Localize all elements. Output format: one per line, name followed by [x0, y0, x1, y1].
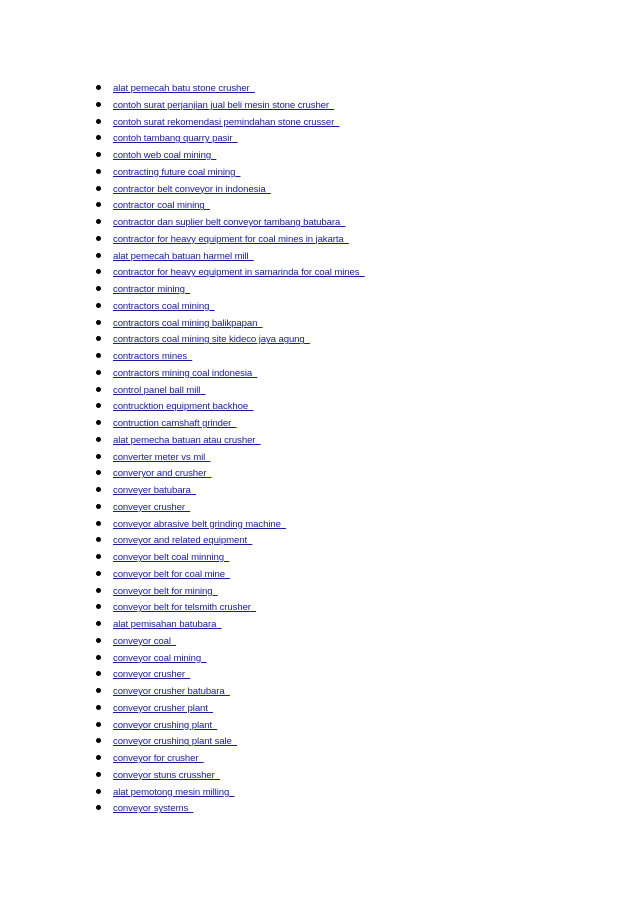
- bullet-icon: [96, 688, 101, 693]
- list-link[interactable]: converter meter vs mil: [113, 451, 206, 463]
- bullet-icon: [96, 521, 101, 526]
- list-item: [96, 649, 616, 666]
- list-item: [96, 431, 616, 448]
- list-link[interactable]: contractor mining: [113, 284, 185, 295]
- list-link[interactable]: conveyor for crusher: [113, 753, 199, 764]
- bullet-icon: [96, 621, 101, 626]
- bullet-icon: [96, 387, 101, 392]
- list-link[interactable]: contractors coal mining balikpapan: [113, 317, 258, 329]
- list-link[interactable]: alat pemisahan batubara: [113, 619, 217, 630]
- list-item: [96, 632, 616, 649]
- bullet-icon: [96, 638, 101, 643]
- bullet-icon: [96, 370, 101, 375]
- list-link[interactable]: control panel ball mill: [113, 384, 201, 396]
- bullet-icon: [96, 738, 101, 743]
- list-item: [96, 213, 616, 230]
- list-item: [96, 381, 616, 398]
- list-link[interactable]: alat pemecah batu stone crusher: [113, 83, 250, 94]
- list-link[interactable]: contractor for heavy equipment for coal mines in jakarta: [113, 233, 344, 245]
- bullet-icon: [96, 102, 101, 107]
- list-link[interactable]: conveyor abrasive belt grinding machine: [113, 518, 281, 530]
- bullet-icon: [96, 537, 101, 542]
- bullet-icon: [96, 554, 101, 559]
- list-item: [96, 180, 616, 197]
- bullet-icon: [96, 169, 101, 174]
- list-link[interactable]: contrucktion equipment backhoe: [113, 401, 249, 413]
- list-link[interactable]: contracting future coal mining: [113, 166, 236, 178]
- list-item: [96, 263, 616, 280]
- list-item: [96, 79, 616, 96]
- list-item: [96, 783, 616, 800]
- list-item: [96, 196, 616, 213]
- bullet-icon: [96, 705, 101, 710]
- list-link[interactable]: conveyor crushing plant sale: [113, 736, 232, 748]
- list-item: [96, 515, 616, 532]
- list-item: [96, 716, 616, 733]
- list-item: [96, 615, 616, 632]
- list-item: [96, 247, 616, 264]
- bullet-icon: [96, 219, 101, 224]
- bullet-icon: [96, 805, 101, 810]
- list-link[interactable]: contractor belt conveyor in indonesia: [113, 183, 266, 195]
- list-link[interactable]: conveyor systems: [113, 803, 189, 815]
- list-link[interactable]: conveyor and related equipment: [113, 535, 248, 547]
- list-link[interactable]: contoh surat rekomendasi pemindahan stone crusser: [113, 116, 335, 128]
- list-link[interactable]: conveyer batubara: [113, 485, 191, 496]
- list-item: [96, 230, 616, 247]
- bullet-icon: [96, 353, 101, 358]
- list-item: [96, 531, 616, 548]
- list-item: [96, 397, 616, 414]
- bullet-icon: [96, 789, 101, 794]
- bullet-icon: [96, 454, 101, 459]
- list-link[interactable]: conveyor belt for telsmith crusher: [113, 602, 251, 614]
- list-link[interactable]: conveyor belt for mining: [113, 585, 213, 597]
- list-item: [96, 330, 616, 347]
- list-link[interactable]: conveyor stuns crussher: [113, 769, 215, 781]
- bullet-icon: [96, 722, 101, 727]
- list-link[interactable]: contractor for heavy equipment in samarinda for coal mines: [113, 267, 360, 279]
- bullet-icon: [96, 202, 101, 207]
- list-item: [96, 565, 616, 582]
- list-item: [96, 766, 616, 783]
- link-list: [96, 79, 616, 816]
- list-item: [96, 364, 616, 381]
- bullet-icon: [96, 437, 101, 442]
- list-item: [96, 280, 616, 297]
- bullet-icon: [96, 152, 101, 157]
- bullet-icon: [96, 135, 101, 140]
- list-link[interactable]: conveyor coal: [113, 635, 171, 647]
- list-item: [96, 414, 616, 431]
- bullet-icon: [96, 286, 101, 291]
- list-link[interactable]: contoh tambang quarry pasir: [113, 133, 233, 145]
- list-item: [96, 682, 616, 699]
- bullet-icon: [96, 604, 101, 609]
- bullet-icon: [96, 236, 101, 241]
- list-link[interactable]: conveyor crushing plant: [113, 719, 213, 731]
- list-link[interactable]: conveyor belt for coal mine: [113, 568, 225, 580]
- bullet-icon: [96, 403, 101, 408]
- list-item: [96, 96, 616, 113]
- list-item: [96, 799, 616, 816]
- list-link[interactable]: contractors mines: [113, 351, 188, 362]
- list-item: [96, 297, 616, 314]
- list-link[interactable]: converyor and crusher: [113, 468, 207, 480]
- list-item: [96, 163, 616, 180]
- bullet-icon: [96, 671, 101, 676]
- bullet-icon: [96, 772, 101, 777]
- bullet-icon: [96, 504, 101, 509]
- list-item: [96, 598, 616, 615]
- list-item: [96, 548, 616, 565]
- list-item: [96, 464, 616, 481]
- bullet-icon: [96, 303, 101, 308]
- list-item: [96, 582, 616, 599]
- list-link[interactable]: conveyor crusher: [113, 669, 185, 681]
- list-link[interactable]: conveyor coal mining: [113, 652, 202, 664]
- list-item: [96, 498, 616, 515]
- list-link[interactable]: contractors coal mining: [113, 300, 210, 312]
- bullet-icon: [96, 320, 101, 325]
- list-item: [96, 481, 616, 498]
- bullet-icon: [96, 588, 101, 593]
- list-item: [96, 749, 616, 766]
- list-item: [96, 314, 616, 331]
- list-link[interactable]: contoh web coal mining: [113, 150, 212, 161]
- bullet-icon: [96, 119, 101, 124]
- list-link[interactable]: alat pemecah batuan harmel mill: [113, 250, 249, 262]
- list-link[interactable]: contractors coal mining site kideco jaya agung: [113, 334, 305, 346]
- list-item: [96, 347, 616, 364]
- list-item: [96, 699, 616, 716]
- list-link[interactable]: contractor coal mining: [113, 200, 205, 212]
- bullet-icon: [96, 336, 101, 341]
- list-link[interactable]: contoh surat perjanjian jual beli mesin stone crusher: [113, 99, 330, 111]
- list-link[interactable]: contractor dan suplier belt conveyor tambang batubara: [113, 217, 341, 228]
- list-item: [96, 113, 616, 130]
- list-item: [96, 129, 616, 146]
- bullet-icon: [96, 253, 101, 258]
- list-link[interactable]: conveyor crusher batubara: [113, 686, 225, 697]
- bullet-icon: [96, 487, 101, 492]
- list-link[interactable]: contractors mining coal indonesia: [113, 367, 253, 379]
- list-item: [96, 732, 616, 749]
- bullet-icon: [96, 269, 101, 274]
- list-link[interactable]: contruction camshaft grinder: [113, 418, 232, 429]
- list-item: [96, 146, 616, 163]
- list-item: [96, 448, 616, 465]
- bullet-icon: [96, 186, 101, 191]
- bullet-icon: [96, 755, 101, 760]
- bullet-icon: [96, 655, 101, 660]
- list-link[interactable]: conveyer crusher: [113, 501, 185, 513]
- list-link[interactable]: conveyor crusher plant: [113, 702, 208, 714]
- list-item: [96, 665, 616, 682]
- list-link[interactable]: alat pemotong mesin milling: [113, 786, 230, 798]
- bullet-icon: [96, 571, 101, 576]
- list-link[interactable]: conveyor belt coal minning: [113, 552, 224, 563]
- bullet-icon: [96, 420, 101, 425]
- bullet-icon: [96, 470, 101, 475]
- bullet-icon: [96, 85, 101, 90]
- list-link[interactable]: alat pemecha batuan atau crusher: [113, 434, 256, 446]
